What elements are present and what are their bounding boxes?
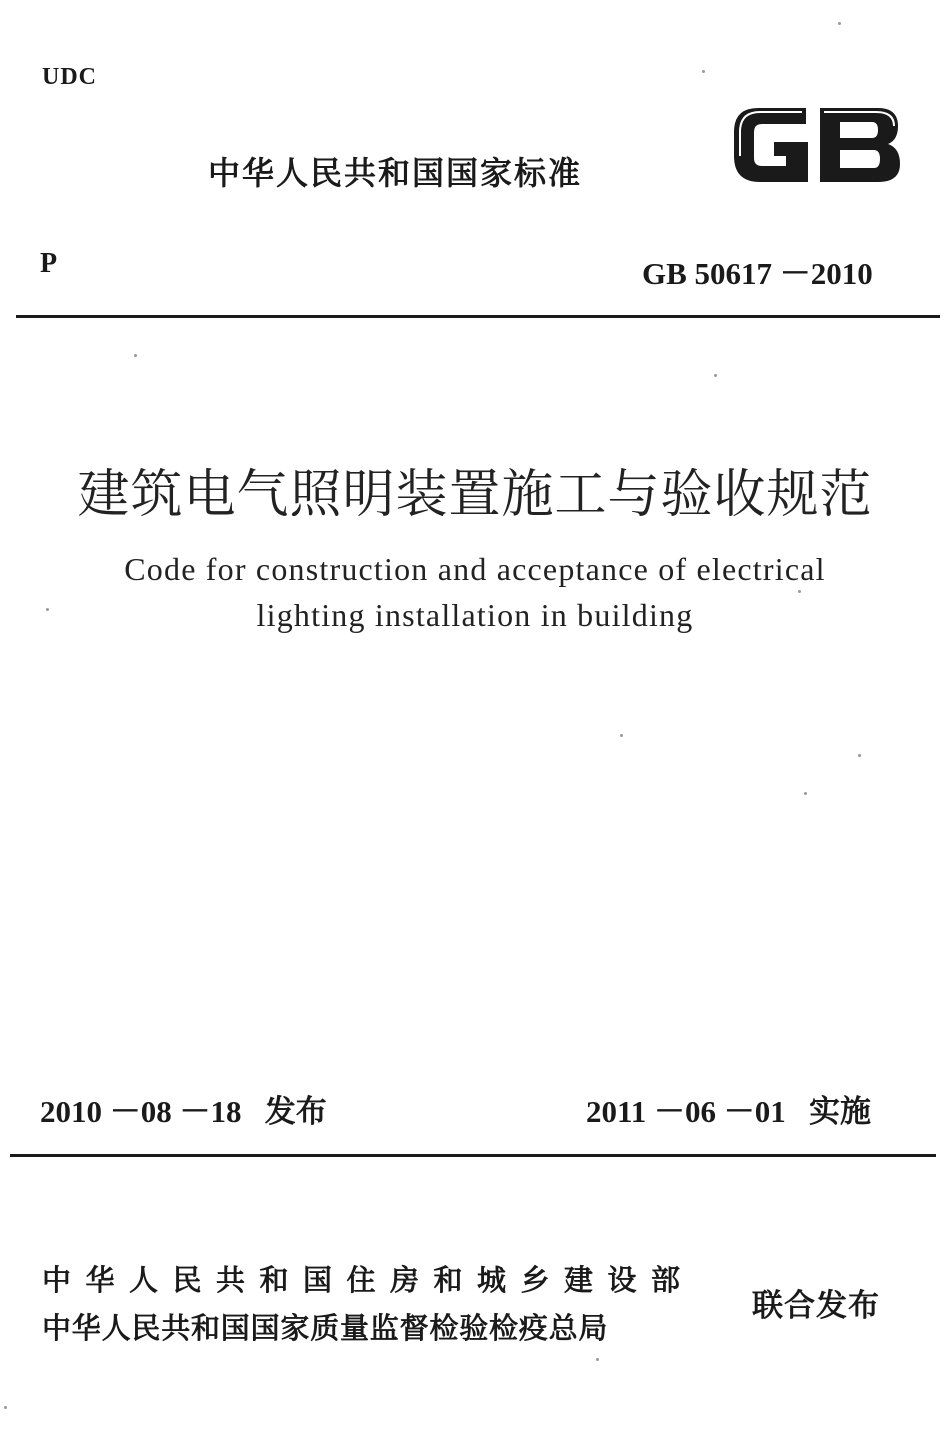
gb-logo (728, 98, 904, 190)
scan-speck (702, 70, 705, 73)
scan-speck (798, 590, 801, 593)
publisher-aqsiq: 中华人民共和国国家质量监督检验检疫总局 (42, 1311, 609, 1345)
scan-speck (838, 22, 841, 25)
issue-date-block (40, 1086, 327, 1131)
joint-publish-label: 联合发布 (752, 1288, 880, 1324)
scan-speck (804, 792, 807, 795)
scan-speck (596, 1358, 599, 1361)
chinese-title: 建筑电气照明装置施工与验收规范 (77, 465, 873, 525)
english-title (0, 546, 950, 638)
issue-label: 发布 (264, 1094, 327, 1130)
udc-label: UDC (42, 64, 97, 90)
english-title-line-1: Code for construction and acceptance of electrical (124, 551, 826, 587)
scan-speck (858, 754, 861, 757)
effective-label: 实施 (809, 1094, 872, 1130)
standard-type-heading: 中华人民共和国国家标准 (208, 154, 583, 192)
classification-code: P (40, 248, 58, 279)
publisher-ministry: 中华人民共和国住房和城乡建设部 (42, 1263, 695, 1297)
issue-date: 2010 －08 －18 (40, 1094, 242, 1129)
scan-speck (46, 608, 49, 611)
top-divider (16, 315, 940, 318)
scan-speck (714, 374, 717, 377)
effective-date-block (586, 1086, 871, 1131)
scan-speck (620, 734, 623, 737)
english-title-line-2: lighting installation in building (256, 597, 694, 633)
scan-speck (4, 1406, 7, 1409)
bottom-divider (10, 1154, 936, 1157)
scan-speck (134, 354, 137, 357)
effective-date: 2011 －06 －01 (586, 1094, 786, 1129)
standard-number: GB 50617 －2010 (642, 256, 873, 291)
